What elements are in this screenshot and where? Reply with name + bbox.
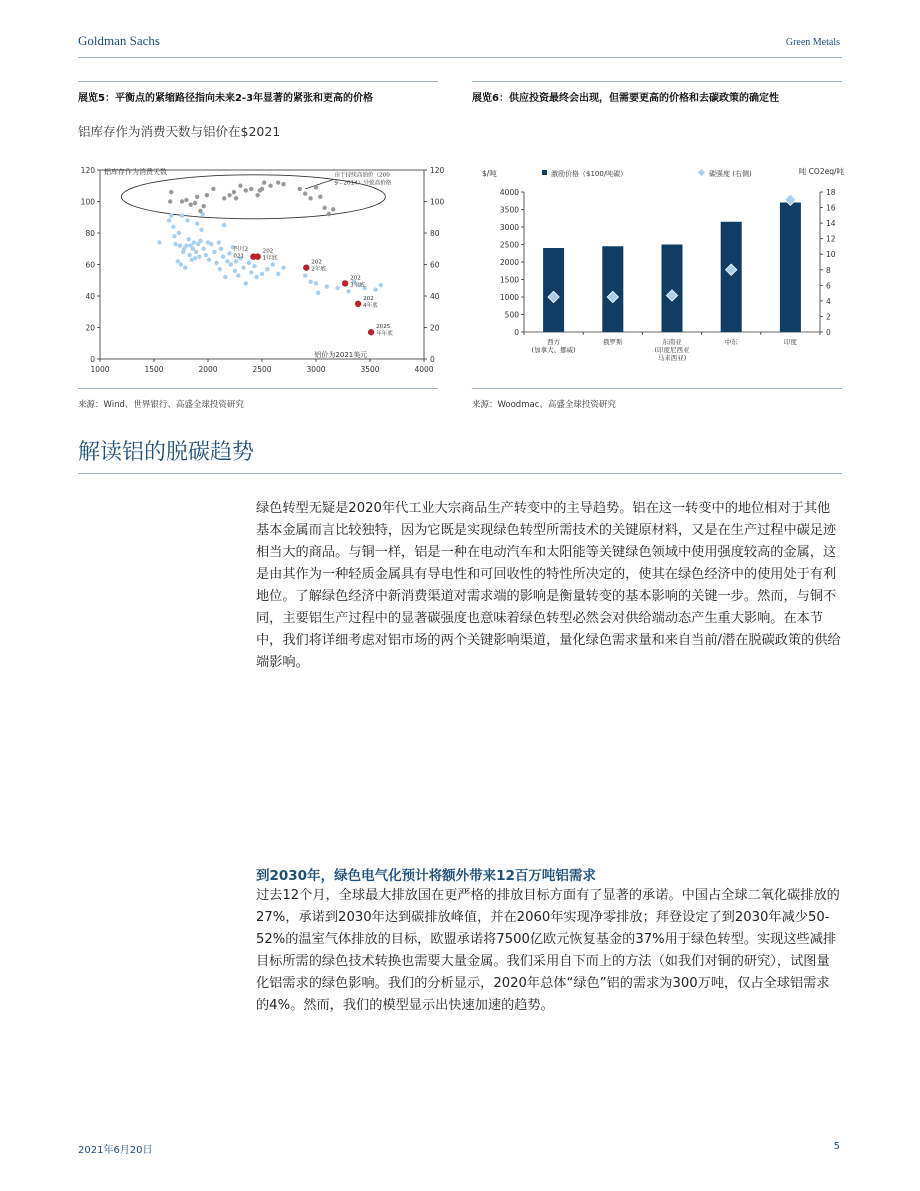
data-point bbox=[180, 199, 184, 203]
forecast-label: 202 3年底 bbox=[350, 275, 365, 289]
data-point bbox=[252, 264, 256, 268]
data-point bbox=[325, 284, 329, 288]
incentive-price-bar bbox=[780, 203, 801, 333]
data-point bbox=[187, 253, 191, 257]
exhibit6-bottom-rule bbox=[472, 388, 842, 389]
y-axis-label: 铝库存作为消费天数 bbox=[104, 168, 167, 176]
y-tick-label-right: 60 bbox=[430, 260, 440, 270]
forecast-point bbox=[254, 253, 260, 259]
data-point bbox=[227, 251, 231, 255]
data-point bbox=[173, 242, 177, 246]
data-point bbox=[193, 201, 197, 205]
data-point bbox=[262, 180, 266, 184]
data-point bbox=[184, 198, 188, 202]
data-point bbox=[281, 265, 285, 269]
data-point bbox=[265, 267, 269, 271]
data-point bbox=[223, 275, 227, 279]
y-tick-label-left: 3000 bbox=[499, 223, 519, 232]
y-tick-label: 40 bbox=[85, 292, 95, 301]
brand-logo-text: Goldman Sachs bbox=[78, 33, 160, 48]
y-tick-label-right: 8 bbox=[826, 265, 831, 275]
data-point bbox=[189, 202, 193, 206]
forecast-point bbox=[342, 280, 348, 286]
data-point bbox=[322, 206, 326, 210]
y-tick-label-left: 0 bbox=[514, 328, 519, 337]
legend-swatch-diamond bbox=[698, 169, 705, 176]
category-label: 印度 bbox=[783, 338, 797, 346]
data-point bbox=[255, 193, 259, 197]
y-tick-label: 0 bbox=[90, 355, 95, 364]
forecast-point bbox=[368, 329, 374, 335]
data-point bbox=[276, 180, 280, 184]
data-point bbox=[194, 250, 198, 254]
x-tick-label: 1500 bbox=[144, 365, 164, 374]
data-point bbox=[244, 281, 248, 285]
data-point bbox=[268, 184, 272, 188]
incentive-price-bar bbox=[543, 248, 564, 332]
data-point bbox=[205, 193, 209, 197]
x-tick-label: 2500 bbox=[252, 365, 272, 374]
right-axis-label: 吨 CO2eq/吨 bbox=[798, 167, 844, 176]
forecast-label: 202 1年底 bbox=[262, 248, 278, 262]
data-point bbox=[201, 204, 205, 208]
data-point bbox=[209, 242, 213, 246]
data-point bbox=[327, 212, 331, 216]
y-tick-label-left: 1500 bbox=[499, 275, 519, 285]
data-point bbox=[228, 262, 232, 266]
data-point bbox=[222, 223, 226, 227]
exhibit6-bar-chart bbox=[472, 160, 850, 382]
data-point bbox=[225, 259, 229, 263]
legend-label-bar: 激励价格（$100/吨碳） bbox=[551, 170, 628, 178]
forecast-point bbox=[303, 264, 309, 270]
data-point bbox=[167, 218, 171, 222]
data-point bbox=[244, 188, 248, 192]
y-tick-label: 60 bbox=[85, 260, 95, 270]
data-point bbox=[249, 187, 253, 191]
y-tick-label: 120 bbox=[80, 166, 95, 175]
data-point bbox=[335, 286, 339, 290]
body-paragraph-1 bbox=[256, 498, 842, 674]
x-tick-label: 1000 bbox=[90, 365, 110, 374]
data-point bbox=[254, 275, 258, 279]
data-point bbox=[379, 283, 383, 287]
y-tick-label-right: 12 bbox=[826, 234, 836, 244]
data-point bbox=[178, 243, 182, 247]
data-point bbox=[212, 250, 216, 254]
forecast-label: 202 4年底 bbox=[363, 295, 378, 309]
data-point bbox=[221, 254, 225, 258]
y-tick-label-right: 40 bbox=[430, 292, 440, 301]
y-tick-label-left: 2500 bbox=[499, 240, 519, 250]
data-point bbox=[249, 270, 253, 274]
data-point bbox=[183, 265, 187, 269]
exhibit6-title: 展览6：供应投资最终会出现，但需要更高的价格和去碳政策的确定性 bbox=[472, 93, 779, 104]
y-tick-label: 80 bbox=[85, 229, 95, 238]
data-point bbox=[308, 196, 312, 200]
y-tick-label-right: 100 bbox=[430, 197, 445, 207]
data-point bbox=[247, 261, 251, 265]
subheading: 到2030年，绿色电气化预计将额外带来12百万吨铝需求 bbox=[256, 868, 596, 884]
legend-label-diamond: 碳强度 (右侧) bbox=[709, 170, 752, 178]
data-point bbox=[180, 213, 184, 217]
exhibit6-top-rule bbox=[472, 81, 842, 82]
data-point bbox=[318, 195, 322, 199]
data-point bbox=[198, 209, 202, 213]
y-tick-label-right: 18 bbox=[826, 188, 836, 197]
y-tick-label-left: 3500 bbox=[499, 205, 519, 215]
category-label: 西方(加拿大、挪威) bbox=[531, 338, 576, 354]
y-tick-label-left: 2000 bbox=[499, 258, 519, 267]
data-point bbox=[271, 262, 275, 266]
data-point bbox=[195, 195, 199, 199]
data-point bbox=[314, 281, 318, 285]
exhibit5-scatter-chart bbox=[78, 160, 450, 382]
y-tick-label-left: 1000 bbox=[499, 293, 519, 302]
data-point bbox=[204, 253, 208, 257]
category-label: 俄罗斯 bbox=[603, 338, 623, 346]
data-point bbox=[198, 239, 202, 243]
exhibit5-top-rule bbox=[78, 81, 438, 82]
incentive-price-bar bbox=[602, 246, 623, 332]
data-point bbox=[186, 237, 190, 241]
forecast-label: 2025 年年底 bbox=[376, 324, 393, 338]
data-point bbox=[227, 193, 231, 197]
header-divider bbox=[78, 57, 842, 58]
exhibit6-source: 来源：Woodmac、高盛全球投资研究 bbox=[472, 400, 616, 410]
data-point bbox=[192, 240, 196, 244]
y-tick-label-right: 6 bbox=[826, 281, 831, 291]
section-divider bbox=[78, 473, 842, 474]
exhibit5-bottom-rule bbox=[78, 388, 438, 389]
data-point bbox=[185, 218, 189, 222]
y-tick-label-right: 2 bbox=[826, 312, 831, 322]
data-point bbox=[234, 259, 238, 263]
y-tick-label-right: 10 bbox=[826, 250, 836, 260]
data-point bbox=[298, 187, 302, 191]
incentive-price-bar bbox=[662, 245, 683, 333]
category-label: 中东 bbox=[724, 338, 738, 346]
data-point bbox=[171, 225, 175, 229]
data-point bbox=[199, 228, 203, 232]
data-point bbox=[177, 231, 181, 235]
data-point bbox=[169, 190, 173, 194]
y-tick-label-right: 80 bbox=[430, 229, 440, 238]
data-point bbox=[314, 185, 318, 189]
data-point bbox=[234, 196, 238, 200]
data-point bbox=[281, 182, 285, 186]
data-point bbox=[260, 272, 264, 276]
data-point bbox=[233, 269, 237, 273]
data-point bbox=[207, 258, 211, 262]
annotation-arrow bbox=[305, 179, 333, 188]
data-point bbox=[195, 221, 199, 225]
data-point bbox=[241, 265, 245, 269]
exhibit5-title: 展览5：平衡点的紧缩路径指向未来2-3年显著的紧张和更高的价格 bbox=[78, 93, 374, 104]
y-tick-label-right: 0 bbox=[826, 328, 831, 337]
y-tick-label-right: 16 bbox=[826, 203, 836, 213]
data-point bbox=[276, 272, 280, 276]
page-number: 5 bbox=[833, 1141, 840, 1152]
x-tick-label: 2000 bbox=[198, 365, 218, 374]
x-tick-label: 4000 bbox=[414, 365, 434, 374]
data-point bbox=[217, 240, 221, 244]
data-point bbox=[191, 247, 195, 251]
data-point bbox=[308, 280, 312, 284]
data-point bbox=[214, 261, 218, 265]
y-tick-label-right: 20 bbox=[430, 323, 440, 333]
y-tick-label-right: 120 bbox=[430, 166, 445, 175]
data-point bbox=[222, 196, 226, 200]
x-axis-label: 铝价为2021美元 bbox=[314, 351, 368, 359]
data-point bbox=[193, 256, 197, 260]
exhibit5-subtitle: 铝库存作为消费天数与铝价在$2021 bbox=[78, 124, 281, 139]
x-tick-label: 3000 bbox=[306, 365, 326, 374]
data-point bbox=[303, 191, 307, 195]
data-point bbox=[179, 262, 183, 266]
data-point bbox=[232, 190, 236, 194]
footer-date: 2021年6月20日 bbox=[78, 1145, 153, 1156]
data-point bbox=[197, 254, 201, 258]
data-point bbox=[238, 184, 242, 188]
left-axis-label: $/吨 bbox=[482, 169, 497, 178]
data-point bbox=[169, 213, 173, 217]
forecast-label: 四月2 021 bbox=[233, 246, 249, 260]
exhibit5-source: 来源：Wind、世界银行、高盛全球投资研究 bbox=[78, 400, 244, 410]
data-point bbox=[316, 291, 320, 295]
data-point bbox=[331, 207, 335, 211]
data-point bbox=[236, 273, 240, 277]
y-tick-label-left: 500 bbox=[504, 310, 519, 320]
legend-swatch-bar bbox=[542, 170, 547, 175]
section-title: 解读铝的脱碳趋势 bbox=[78, 440, 255, 465]
body-paragraph-2 bbox=[256, 885, 842, 1017]
data-point bbox=[176, 259, 180, 263]
annotation-text: 由于持续高油价（200 9 - 2014）导致高价格 bbox=[334, 172, 392, 187]
data-point bbox=[373, 288, 377, 292]
data-point bbox=[260, 187, 264, 191]
data-point bbox=[172, 234, 176, 238]
data-point bbox=[168, 199, 172, 203]
x-tick-label: 3500 bbox=[360, 365, 380, 374]
category-label: 东南亚(印度尼西亚马来西亚) bbox=[654, 338, 690, 362]
forecast-label: 202 2年底 bbox=[311, 259, 327, 273]
y-tick-label: 100 bbox=[80, 197, 95, 207]
data-point bbox=[157, 240, 161, 244]
y-tick-label-right: 0 bbox=[430, 355, 435, 364]
data-point bbox=[303, 273, 307, 277]
data-point bbox=[184, 243, 188, 247]
paragraph-text: 过去12个月，全球最大排放国在更严格的排放目标方面有了显著的承诺。中国占全球二氧化碳排放的27%，承诺到2030年达到碳排放峰值，并在2060年实现净零排放；拜登设定了到2030年减少50-52%的温室气体排放的目标，欧盟承诺将7500亿欧元恢复基金的37%用于绿色转型。实现这些减排目标所需的绿色技术转换也需要大量金属。我们采用自下而上的方法（如我们对铜的研究），试图量化铝需求的绿色影响。我们的分析显示，2020年总体“绿色”铝的需求为300万吨，仅占全球铝需求的4%。然而，我们的模型显示出快速加速的趋势。 bbox=[256, 888, 840, 1013]
y-tick-label-right: 14 bbox=[826, 219, 836, 229]
incentive-price-bar bbox=[721, 222, 742, 332]
data-point bbox=[211, 187, 215, 191]
forecast-point bbox=[355, 301, 361, 307]
y-tick-label-right: 4 bbox=[826, 296, 831, 306]
y-tick-label-left: 4000 bbox=[499, 188, 519, 197]
data-point bbox=[201, 247, 205, 251]
data-point bbox=[219, 247, 223, 251]
data-point bbox=[346, 289, 350, 293]
section-label: Green Metals bbox=[785, 37, 840, 48]
paragraph-text: 绿色转型无疑是2020年代工业大宗商品生产转变中的主导趋势。铝在这一转变中的地位相对于其他基本金属而言比较独特，因为它既是实现绿色转型所需技术的关键原材料，又是在生产过程中碳足迹相当大的商品。与铜一样，铝是一种在电动汽车和太阳能等关键绿色领域中使用强度较高的金属，这是由其作为一种轻质金属具有导电性和可回收性的特性所决定的，使其在绿色经济中的使用处于有利地位。了解绿色经济中新消费渠道对需求端的影响是衡量转变的基本影响的关键一步。然而，与铜不同，主要铝生产过程中的显著碳强度也意味着绿色转型必然会对供给端动态产生重大影响。在本节中，我们将详细考虑对铝市场的两个关键影响渠道，量化绿色需求量和来自当前/潜在脱碳政策的供给端影响。 bbox=[256, 501, 841, 670]
y-tick-label: 20 bbox=[85, 323, 95, 333]
data-point bbox=[218, 267, 222, 271]
